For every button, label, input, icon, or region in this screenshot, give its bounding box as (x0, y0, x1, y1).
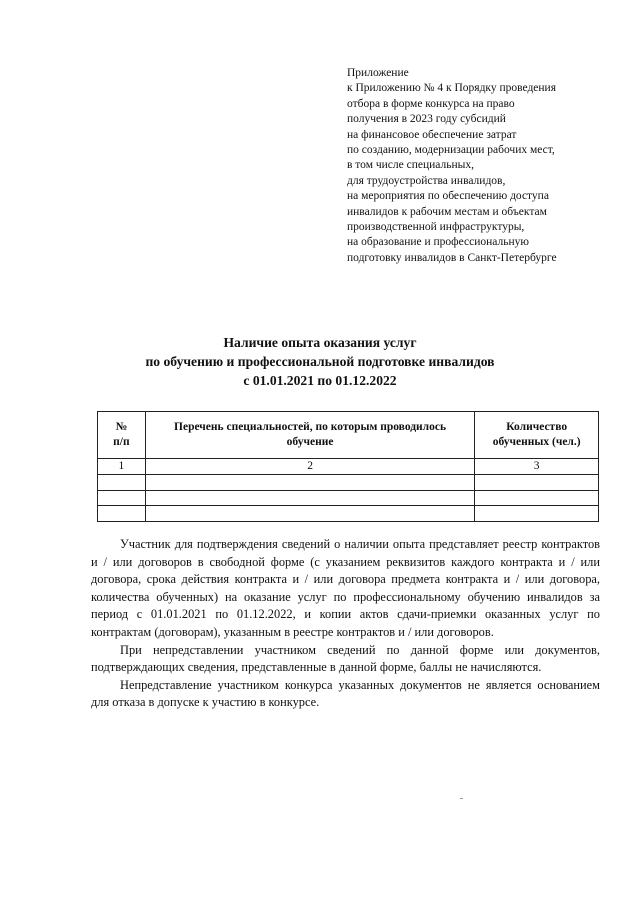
header-specialties-line-1: Перечень специальностей, по которым проводилось (174, 421, 447, 433)
table-cell (98, 490, 146, 506)
table-cell (145, 490, 475, 506)
table-row-numbering (98, 459, 599, 475)
table-header-row (98, 412, 599, 459)
header-number-line-2: п/п (113, 436, 130, 448)
paragraph-no-points: При непредставлении участником сведений по данной форме или документов, подтверждающих сведения, представленные в данной форме, баллы не начисляются. (91, 642, 600, 675)
table-cell (475, 475, 599, 491)
document-title (60, 333, 580, 390)
annex-line: на образование и профессиональную (347, 236, 529, 249)
header-trained-count (475, 412, 599, 459)
annex-line: получения в 2023 году субсидий (347, 113, 506, 126)
annex-line: на мероприятия по обеспечению доступа (347, 190, 549, 203)
table-cell (475, 506, 599, 522)
title-line-1: Наличие опыта оказания услуг (223, 335, 417, 350)
annex-line: в том числе специальных, (347, 159, 474, 172)
annex-line: отбора в форме конкурса на право (347, 97, 515, 110)
table-cell (145, 506, 475, 522)
table-cell (145, 475, 475, 491)
table-row (98, 506, 599, 522)
table-cell (98, 506, 146, 522)
paragraph-not-grounds: Непредставление участником конкурса указанных документов не является основанием для отказа в допуске к участию в конкурсе. (91, 677, 600, 710)
title-line-3: с 01.01.2021 по 01.12.2022 (243, 373, 397, 388)
table-cell (98, 475, 146, 491)
header-trained-count-line-2: обученных (чел.) (492, 436, 581, 448)
scan-speck (460, 798, 463, 799)
table-cell (475, 490, 599, 506)
annex-line: по созданию, модернизации рабочих мест, (347, 144, 555, 157)
header-number (98, 412, 146, 459)
annex-line: для трудоустройства инвалидов, (347, 174, 506, 187)
header-number-line-1: № (115, 421, 128, 433)
column-number-cell: 3 (475, 459, 599, 475)
table-row (98, 490, 599, 506)
annex-line: к Приложению № 4 к Порядку проведения (347, 82, 556, 95)
column-number-cell: 2 (145, 459, 475, 475)
experience-table (97, 411, 599, 522)
body-text (91, 536, 600, 712)
header-specialties (145, 412, 475, 459)
annex-line: подготовку инвалидов в Санкт-Петербурге (347, 251, 557, 264)
table-row (98, 475, 599, 491)
column-number-cell: 1 (98, 459, 146, 475)
annex-header (347, 66, 607, 266)
annex-line: производственной инфраструктуры, (347, 221, 525, 234)
header-trained-count-line-1: Количество (506, 421, 568, 433)
title-line-2: по обучению и профессиональной подготовке инвалидов (145, 354, 495, 369)
annex-line: Приложение (347, 67, 409, 79)
annex-line: на финансовое обеспечение затрат (347, 128, 517, 141)
header-specialties-line-2: обучение (286, 436, 334, 448)
annex-line: инвалидов к рабочим местам и объектам (347, 205, 547, 218)
paragraph-registry: Участник для подтверждения сведений о наличии опыта представляет реестр контрактов и / или договоров в свободной форме (с указанием реквизитов каждого контракта и / или договора, срока действия контракта и / или договора предмета контракта и / или договора, количества обученных) на оказание услуг по профессиональному обучению инвалидов за период с 01.01.2021 по 01.12.2022, и копии актов сдачи-приемки оказанных услуг по контрактам (договорам), указанным в реестре контрактов и / или договоров. (91, 537, 600, 639)
